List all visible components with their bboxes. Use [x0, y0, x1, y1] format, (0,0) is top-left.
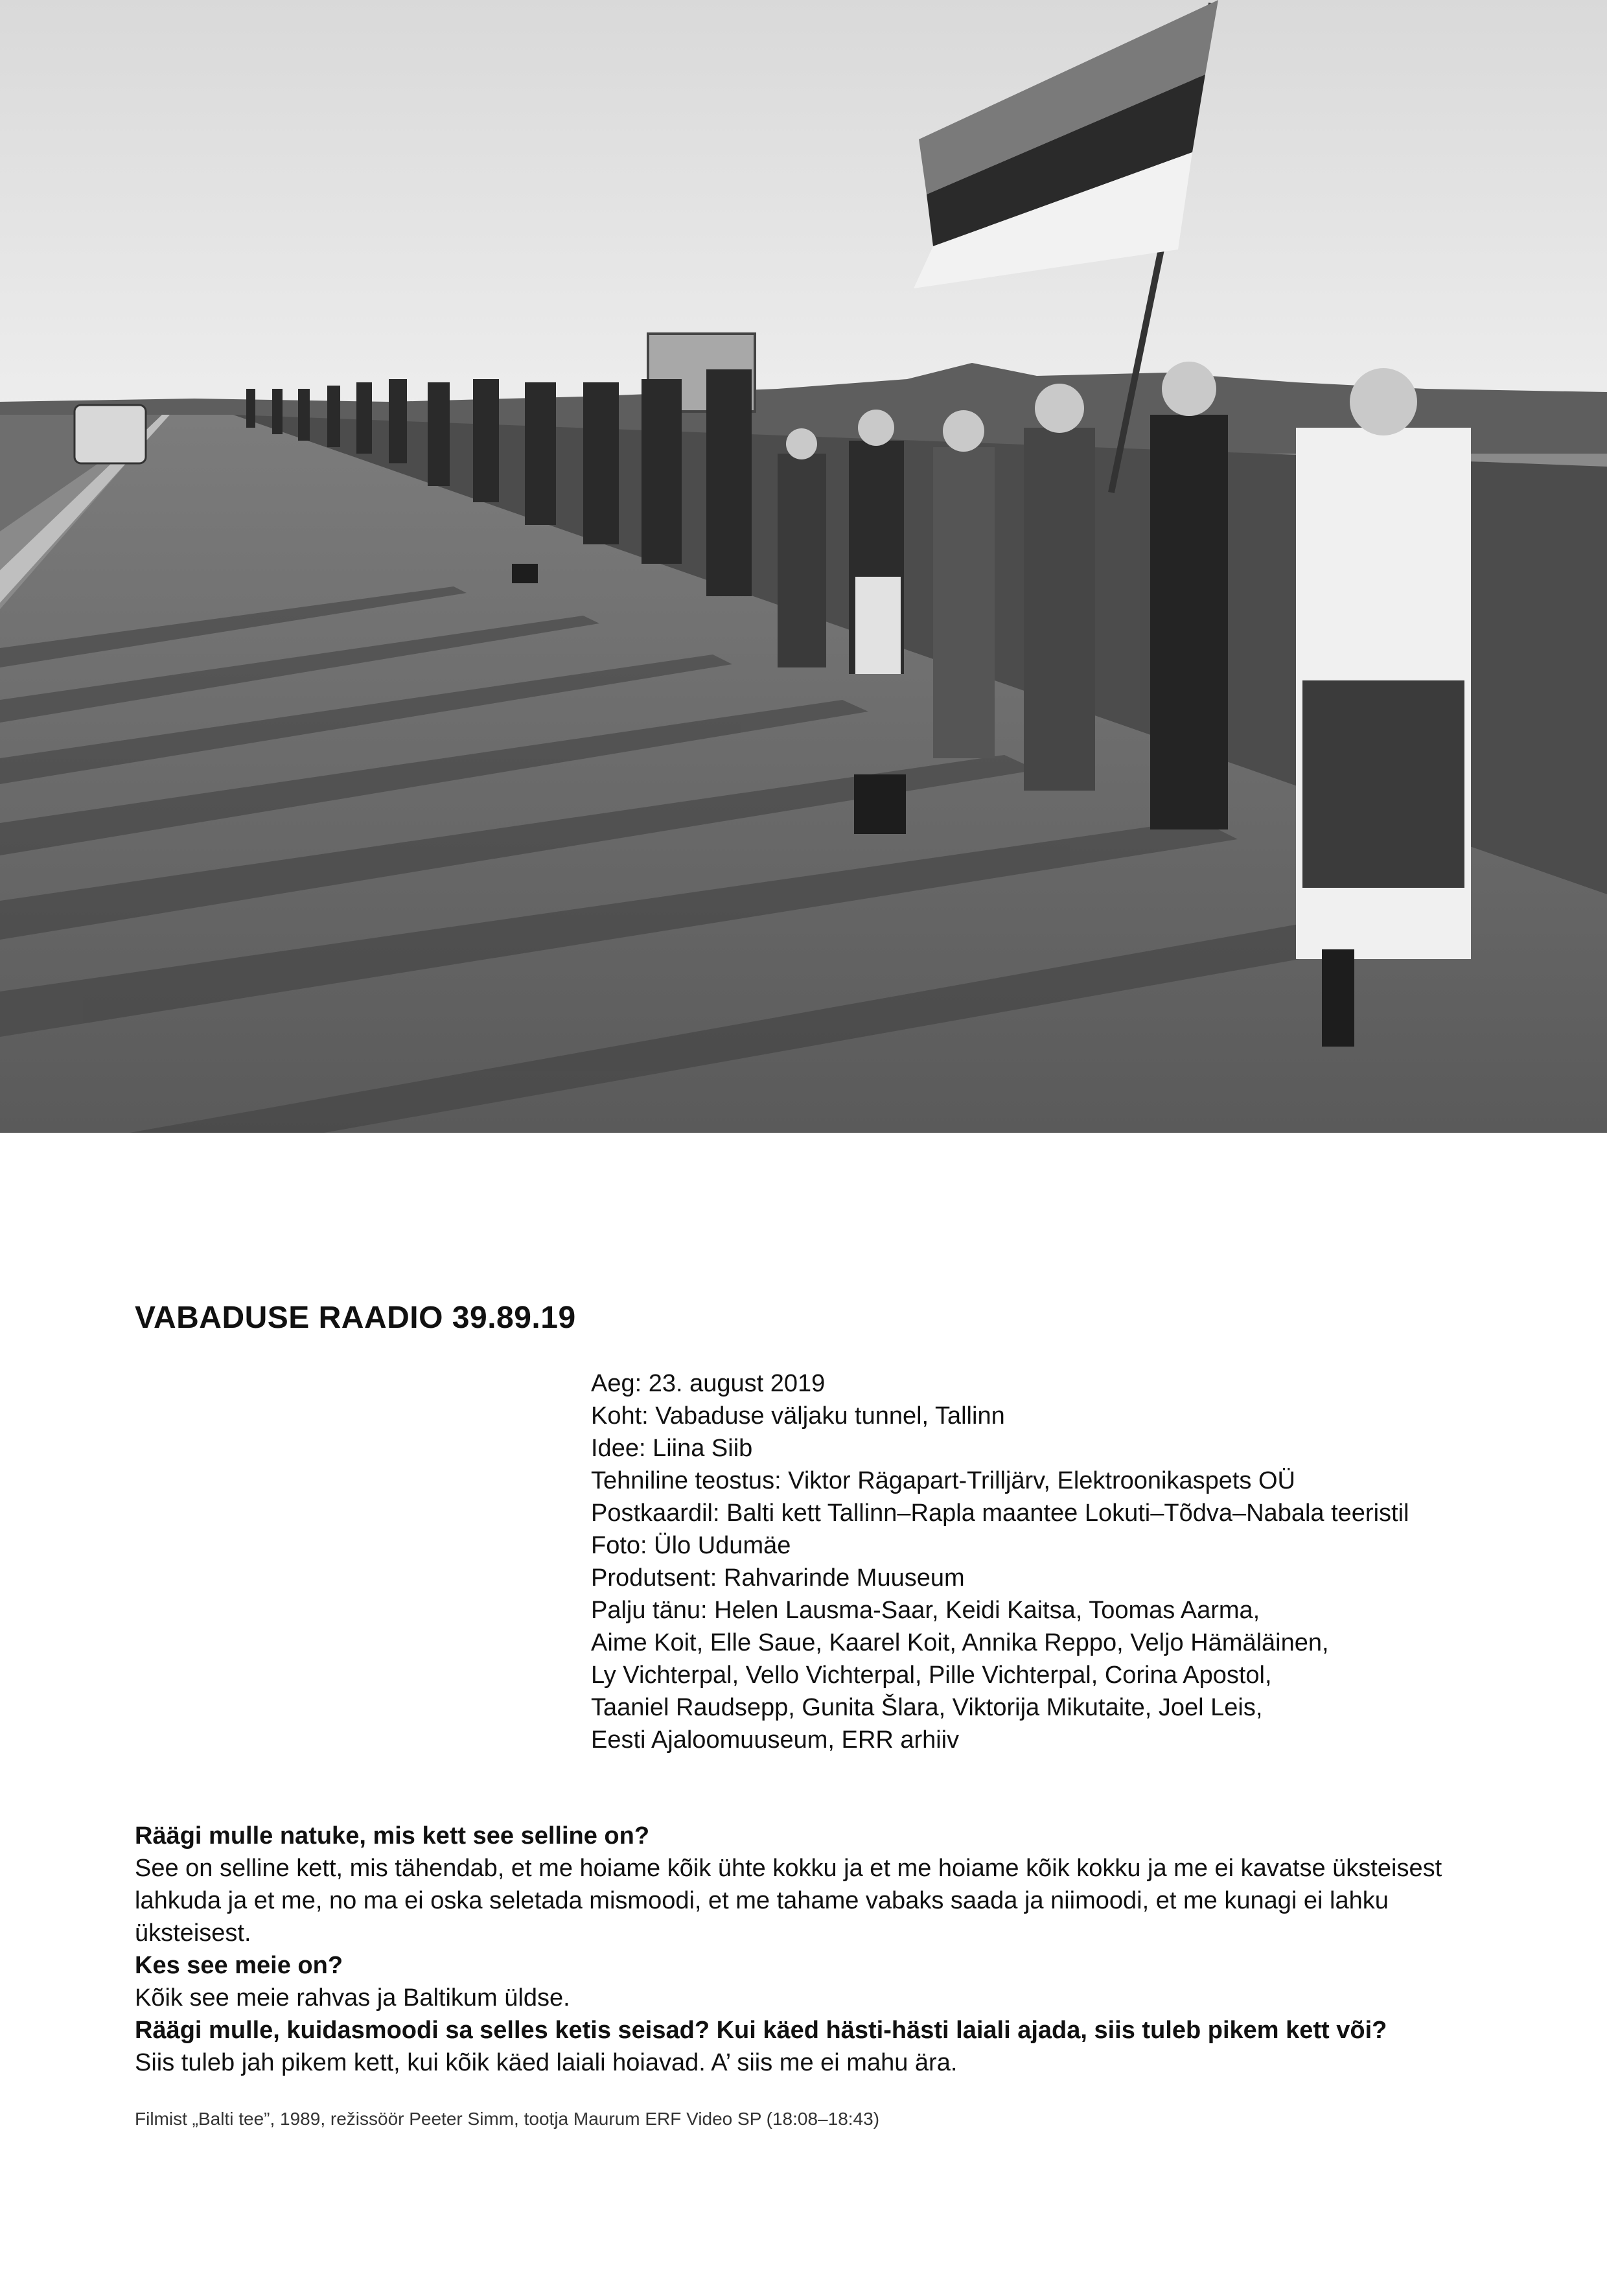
- credit-line-postcard: Postkaardil: Balti kett Tallinn–Rapla maantee Lokuti–Tõdva–Nabala teeristil: [591, 1500, 1409, 1527]
- credit-line-thanks: Aime Koit, Elle Saue, Kaarel Koit, Annika Reppo, Veljo Hämäläinen,: [591, 1629, 1329, 1656]
- interview-question: Kes see meie on?: [135, 1952, 343, 1979]
- source-note: Filmist „Balti tee”, 1989, režissöör Peeter Simm, tootja Maurum ERF Video SP (18:08–18:43): [135, 2109, 880, 2129]
- credit-line-photo: Foto: Ülo Udumäe: [591, 1532, 791, 1559]
- credit-line-date: Aeg: 23. august 2019: [591, 1370, 826, 1397]
- photograph-baltic-chain: [0, 0, 1607, 1133]
- interview-answer: See on selline kett, mis tähendab, et me hoiame kõik ühte kokku ja et me hoiame kõik kokku ja me ei kavatse üksteisest lahkuda ja et me, no ma ei oska seletada mismoodi, et me tahame vabaks saada ja niimoodi, et me kunagi ei lahku üksteisest.: [135, 1855, 1442, 1947]
- interview-transcript: [135, 1820, 1509, 2079]
- credit-line-technical: Tehniline teostus: Viktor Rägapart-Trilljärv, Elektroonikaspets OÜ: [591, 1467, 1295, 1494]
- page-title: VABADUSE RAADIO 39.89.19: [135, 1301, 576, 1335]
- credit-line-thanks: Eesti Ajaloomuuseum, ERR arhiiv: [591, 1726, 960, 1754]
- credit-line-idea: Idee: Liina Siib: [591, 1435, 753, 1462]
- credit-line-thanks: Palju tänu: Helen Lausma-Saar, Keidi Kaitsa, Toomas Aarma,: [591, 1597, 1260, 1624]
- interview-answer: Kõik see meie rahvas ja Baltikum üldse.: [135, 1984, 570, 2012]
- credit-line-thanks: Taaniel Raudsepp, Gunita Šlara, Viktorija Mikutaite, Joel Leis,: [591, 1694, 1263, 1721]
- interview-question: Räägi mulle, kuidasmoodi sa selles ketis seisad? Kui käed hästi-hästi laiali ajada, siis tuleb pikem kett või?: [135, 2017, 1387, 2044]
- interview-question: Räägi mulle natuke, mis kett see selline on?: [135, 1822, 650, 1850]
- credit-line-producer: Produtsent: Rahvarinde Muuseum: [591, 1564, 965, 1592]
- interview-answer: Siis tuleb jah pikem kett, kui kõik käed laiali hoiavad. A’ siis me ei mahu ära.: [135, 2049, 958, 2076]
- credit-line-place: Koht: Vabaduse väljaku tunnel, Tallinn: [591, 1402, 1005, 1430]
- credit-line-thanks: Ly Vichterpal, Vello Vichterpal, Pille Vichterpal, Corina Apostol,: [591, 1662, 1272, 1689]
- credits-block: [591, 1367, 1498, 1756]
